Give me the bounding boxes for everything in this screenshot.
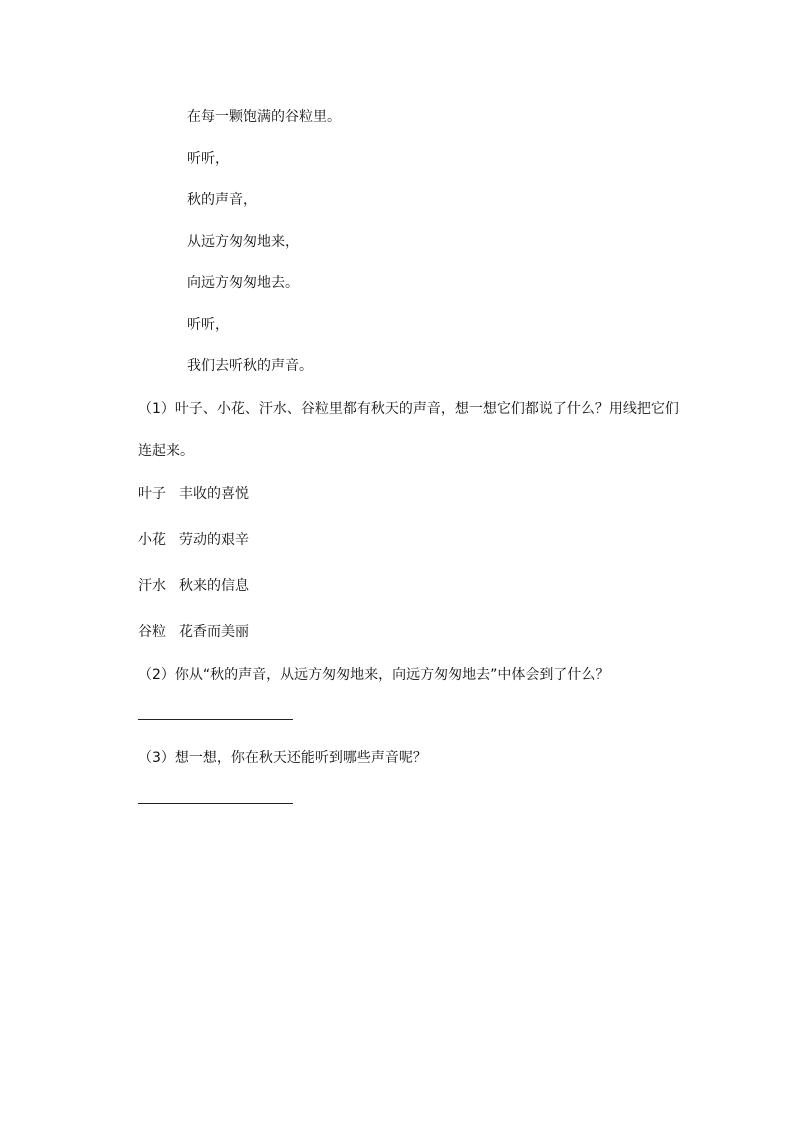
question-2-text: （2）你从“秋的声音，从远方匆匆地来，向远方匆匆地去”中体会到了什么？ [138, 667, 610, 683]
question-1-text-continued: 连起来。 [138, 443, 194, 459]
matching-left-item: 小花 [138, 532, 166, 548]
matching-row [138, 485, 249, 503]
matching-row [138, 623, 249, 641]
matching-right-item: 丰收的喜悦 [179, 486, 249, 502]
poem-line: 我们去听秋的声音。 [187, 358, 313, 374]
poem-line: 秋的声音， [187, 192, 257, 208]
matching-left-item: 汗水 [138, 578, 166, 594]
poem-line: 听听， [187, 151, 229, 167]
poem-line: 在每一颗饱满的谷粒里。 [187, 109, 341, 125]
matching-right-item: 劳动的艰辛 [179, 532, 249, 548]
matching-left-item: 叶子 [138, 486, 166, 502]
matching-right-item: 花香而美丽 [179, 624, 249, 640]
matching-row [138, 577, 249, 595]
question-1-text: （1）叶子、小花、汗水、谷粒里都有秋天的声音，想一想它们都说了什么？用线把它们 [138, 401, 679, 417]
matching-row [138, 531, 249, 549]
answer-blank-line[interactable] [138, 719, 293, 720]
matching-right-item: 秋来的信息 [179, 578, 249, 594]
poem-line: 听听， [187, 317, 229, 333]
answer-blank-line[interactable] [138, 803, 293, 804]
poem-line: 向远方匆匆地去。 [187, 275, 299, 291]
matching-left-item: 谷粒 [138, 624, 166, 640]
poem-line: 从远方匆匆地来， [187, 234, 299, 250]
question-3-text: （3）想一想，你在秋天还能听到哪些声音呢？ [138, 750, 427, 766]
